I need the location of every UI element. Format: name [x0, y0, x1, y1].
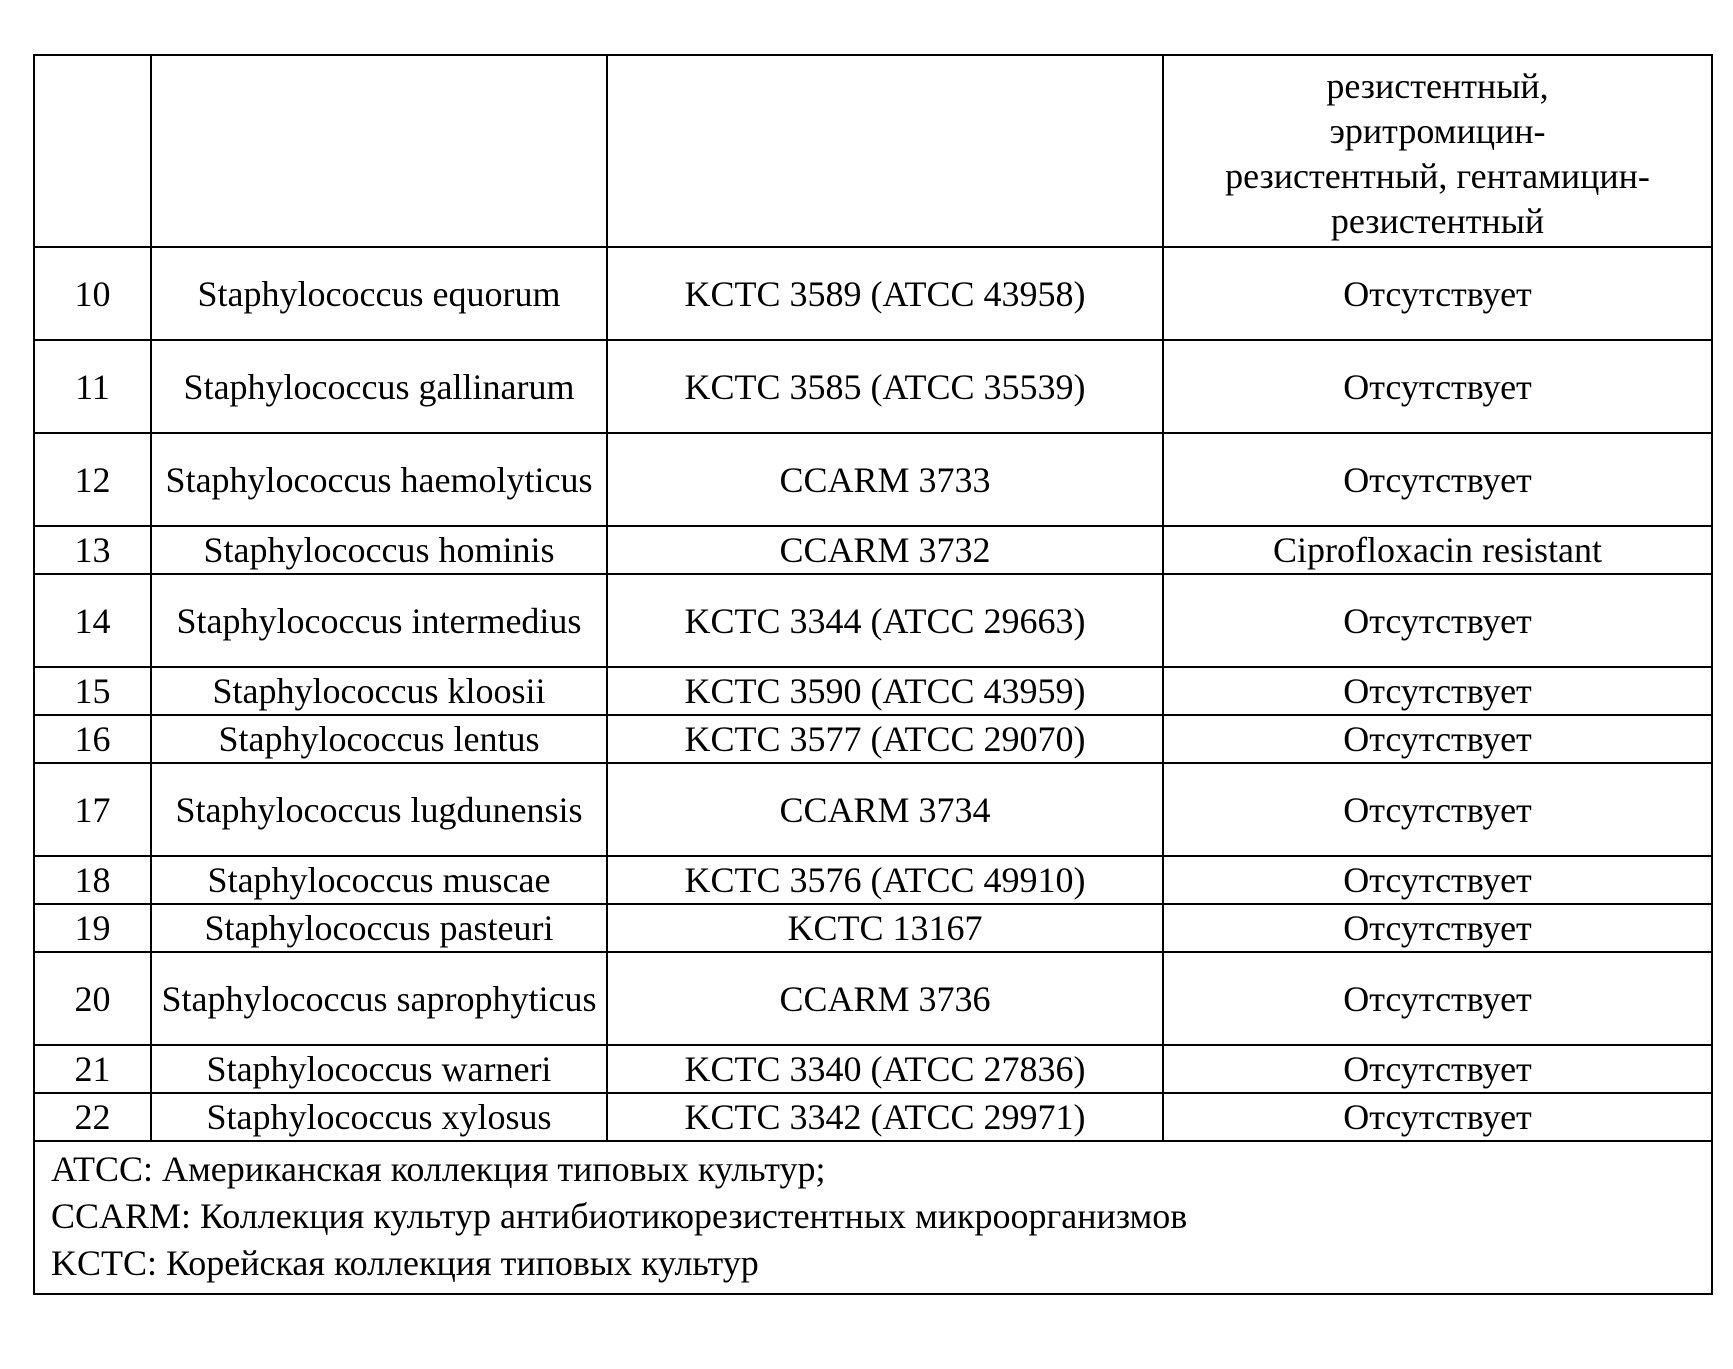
table-row: [34, 667, 1712, 715]
cell-species: [151, 55, 607, 247]
cell-strain: KCTC 3576 (ATCC 49910): [607, 856, 1163, 904]
cell-strain: [607, 55, 1163, 247]
resistance-line: резистентный,: [1170, 64, 1705, 109]
cell-number: 20: [34, 952, 151, 1045]
cell-species: Staphylococcus intermedius: [151, 574, 607, 667]
strain-table-container: [33, 54, 1711, 1295]
table-row: [34, 715, 1712, 763]
cell-resistance: Отсутствует: [1163, 667, 1712, 715]
notes-row: [34, 1141, 1712, 1294]
cell-resistance: Отсутствует: [1163, 856, 1712, 904]
cell-resistance: [1163, 55, 1712, 247]
cell-strain: CCARM 3734: [607, 763, 1163, 856]
table-row: [34, 1045, 1712, 1093]
cell-number: 15: [34, 667, 151, 715]
note-atcc: ATCC: Американская коллекция типовых культур;: [51, 1146, 1711, 1193]
cell-strain: KCTC 3344 (ATCC 29663): [607, 574, 1163, 667]
cell-species: Staphylococcus gallinarum: [151, 340, 607, 433]
cell-strain: CCARM 3733: [607, 433, 1163, 526]
cell-species: Staphylococcus muscae: [151, 856, 607, 904]
table-row: [34, 526, 1712, 574]
cell-species: Staphylococcus pasteuri: [151, 904, 607, 952]
cell-resistance: Отсутствует: [1163, 904, 1712, 952]
cell-resistance: Отсутствует: [1163, 340, 1712, 433]
cell-strain: KCTC 3577 (ATCC 29070): [607, 715, 1163, 763]
resistance-line: резистентный: [1170, 199, 1705, 244]
table-row-continued: [34, 55, 1712, 247]
cell-number: 12: [34, 433, 151, 526]
note-kctc: KCTC: Корейская коллекция типовых культур: [51, 1240, 1711, 1287]
cell-number: 10: [34, 247, 151, 340]
cell-strain: CCARM 3732: [607, 526, 1163, 574]
cell-number: 21: [34, 1045, 151, 1093]
strain-table: [33, 54, 1713, 1295]
cell-species: Staphylococcus haemolyticus: [151, 433, 607, 526]
cell-number: 13: [34, 526, 151, 574]
table-row: [34, 856, 1712, 904]
cell-strain: KCTC 3585 (ATCC 35539): [607, 340, 1163, 433]
cell-strain: KCTC 3340 (ATCC 27836): [607, 1045, 1163, 1093]
cell-strain: KCTC 3589 (ATCC 43958): [607, 247, 1163, 340]
cell-strain: KCTC 3342 (ATCC 29971): [607, 1093, 1163, 1141]
cell-resistance: Отсутствует: [1163, 715, 1712, 763]
cell-strain: KCTC 13167: [607, 904, 1163, 952]
table-row: [34, 952, 1712, 1045]
cell-resistance: Отсутствует: [1163, 1093, 1712, 1141]
cell-number: 16: [34, 715, 151, 763]
table-row: [34, 574, 1712, 667]
cell-species: Staphylococcus xylosus: [151, 1093, 607, 1141]
cell-resistance: Отсутствует: [1163, 574, 1712, 667]
cell-number: 18: [34, 856, 151, 904]
table-row: [34, 904, 1712, 952]
resistance-line: эритромицин-: [1170, 109, 1705, 154]
cell-number: 22: [34, 1093, 151, 1141]
cell-resistance: Отсутствует: [1163, 763, 1712, 856]
cell-species: Staphylococcus lentus: [151, 715, 607, 763]
cell-resistance: Отсутствует: [1163, 952, 1712, 1045]
table-row: [34, 247, 1712, 340]
cell-species: Staphylococcus saprophyticus: [151, 952, 607, 1045]
cell-species: Staphylococcus equorum: [151, 247, 607, 340]
cell-resistance: Отсутствует: [1163, 247, 1712, 340]
cell-species: Staphylococcus kloosii: [151, 667, 607, 715]
cell-number: 14: [34, 574, 151, 667]
table-row: [34, 433, 1712, 526]
cell-number: 19: [34, 904, 151, 952]
table-row: [34, 763, 1712, 856]
cell-species: Staphylococcus warneri: [151, 1045, 607, 1093]
cell-number: 11: [34, 340, 151, 433]
cell-species: Staphylococcus hominis: [151, 526, 607, 574]
table-row: [34, 1093, 1712, 1141]
cell-number: 17: [34, 763, 151, 856]
cell-strain: KCTC 3590 (ATCC 43959): [607, 667, 1163, 715]
cell-strain: CCARM 3736: [607, 952, 1163, 1045]
table-row: [34, 340, 1712, 433]
resistance-line: резистентный, гентамицин-: [1170, 154, 1705, 199]
cell-resistance: Отсутствует: [1163, 1045, 1712, 1093]
cell-number: [34, 55, 151, 247]
cell-resistance: Ciprofloxacin resistant: [1163, 526, 1712, 574]
notes-cell: [34, 1141, 1712, 1294]
cell-resistance: Отсутствует: [1163, 433, 1712, 526]
cell-species: Staphylococcus lugdunensis: [151, 763, 607, 856]
note-ccarm: CCARM: Коллекция культур антибиотикорезистентных микроорганизмов: [51, 1193, 1711, 1240]
